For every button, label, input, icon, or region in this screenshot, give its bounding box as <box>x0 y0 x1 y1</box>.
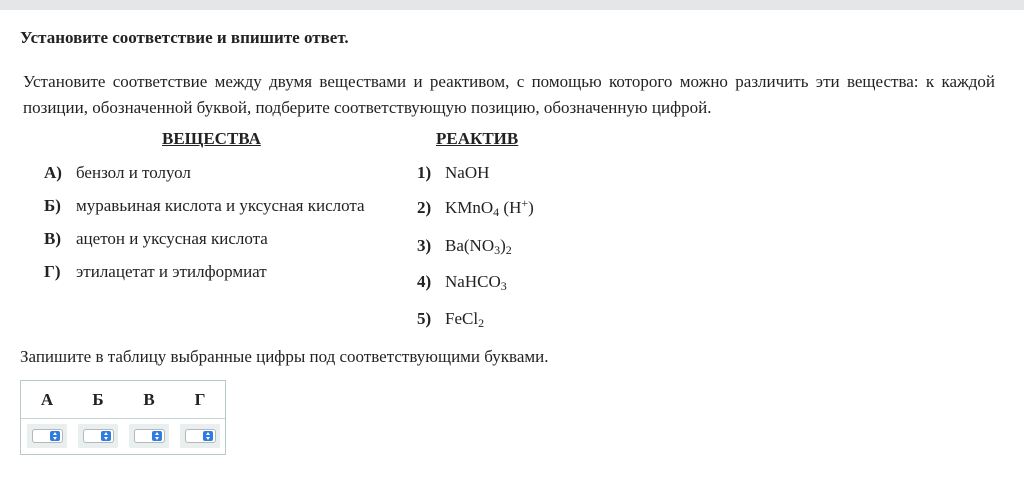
substance-label: Г) <box>44 262 61 281</box>
reagent-formula: KMnO$_4$ (H+) <box>445 196 534 219</box>
answer-header-b: Б <box>92 390 104 409</box>
substances-header: ВЕЩЕСТВА <box>162 129 261 148</box>
substance-label: В) <box>44 229 61 248</box>
answer-instruction: Запишите в таблицу выбранные цифры под соответствующими буквами. <box>20 347 549 366</box>
table-divider <box>21 418 225 419</box>
answer-cell-v <box>129 424 169 448</box>
substance-text: этилацетат и этилформиат <box>76 262 267 281</box>
reagent-label: 5) <box>417 309 432 328</box>
reagent-formula: NaOH <box>445 163 490 182</box>
reagent-formula: $Ba(NO_3)_2$ <box>445 236 512 257</box>
substance-text: бензол и толуол <box>76 163 191 182</box>
reagent-formula: FeCl$_2$ <box>445 309 485 330</box>
substance-label: Б) <box>44 196 61 215</box>
answer-cell-a <box>27 424 67 448</box>
reagent-label: 3) <box>417 236 432 255</box>
reagents-header: РЕАКТИВ <box>436 129 519 148</box>
select-arrows-icon <box>101 431 111 441</box>
select-arrows-icon <box>50 431 60 441</box>
task-text: Установите соответствие между двумя веществами и реактивом, с помощью которого можно различить эти вещества: к каждой позиции, обозначенной буквой, подберите соответствующую позицию, обозначенную цифрой. <box>23 72 995 117</box>
reagent-label: 2) <box>417 198 432 217</box>
answer-cell-g <box>180 424 220 448</box>
reagent-label: 4) <box>417 272 432 291</box>
reagent-formula: NaHCO$_3$ <box>445 272 507 293</box>
answer-select-v[interactable] <box>134 429 165 443</box>
answer-select-g[interactable] <box>185 429 216 443</box>
answer-cell-b <box>78 424 118 448</box>
answer-select-b[interactable] <box>83 429 114 443</box>
answer-header-g: Г <box>194 390 206 409</box>
answer-table <box>20 380 226 455</box>
substance-label: А) <box>44 163 62 182</box>
top-bar <box>0 0 1024 10</box>
select-arrows-icon <box>152 431 162 441</box>
answer-header-a: А <box>40 390 54 409</box>
reagent-label: 1) <box>417 163 432 182</box>
substance-text: ацетон и уксусная кислота <box>76 229 268 248</box>
task-heading: Установите соответствие и впишите ответ. <box>20 28 349 47</box>
select-arrows-icon <box>203 431 213 441</box>
substance-text: муравьиная кислота и уксусная кислота <box>76 196 365 215</box>
answer-header-v: В <box>143 390 155 409</box>
answer-select-a[interactable] <box>32 429 63 443</box>
